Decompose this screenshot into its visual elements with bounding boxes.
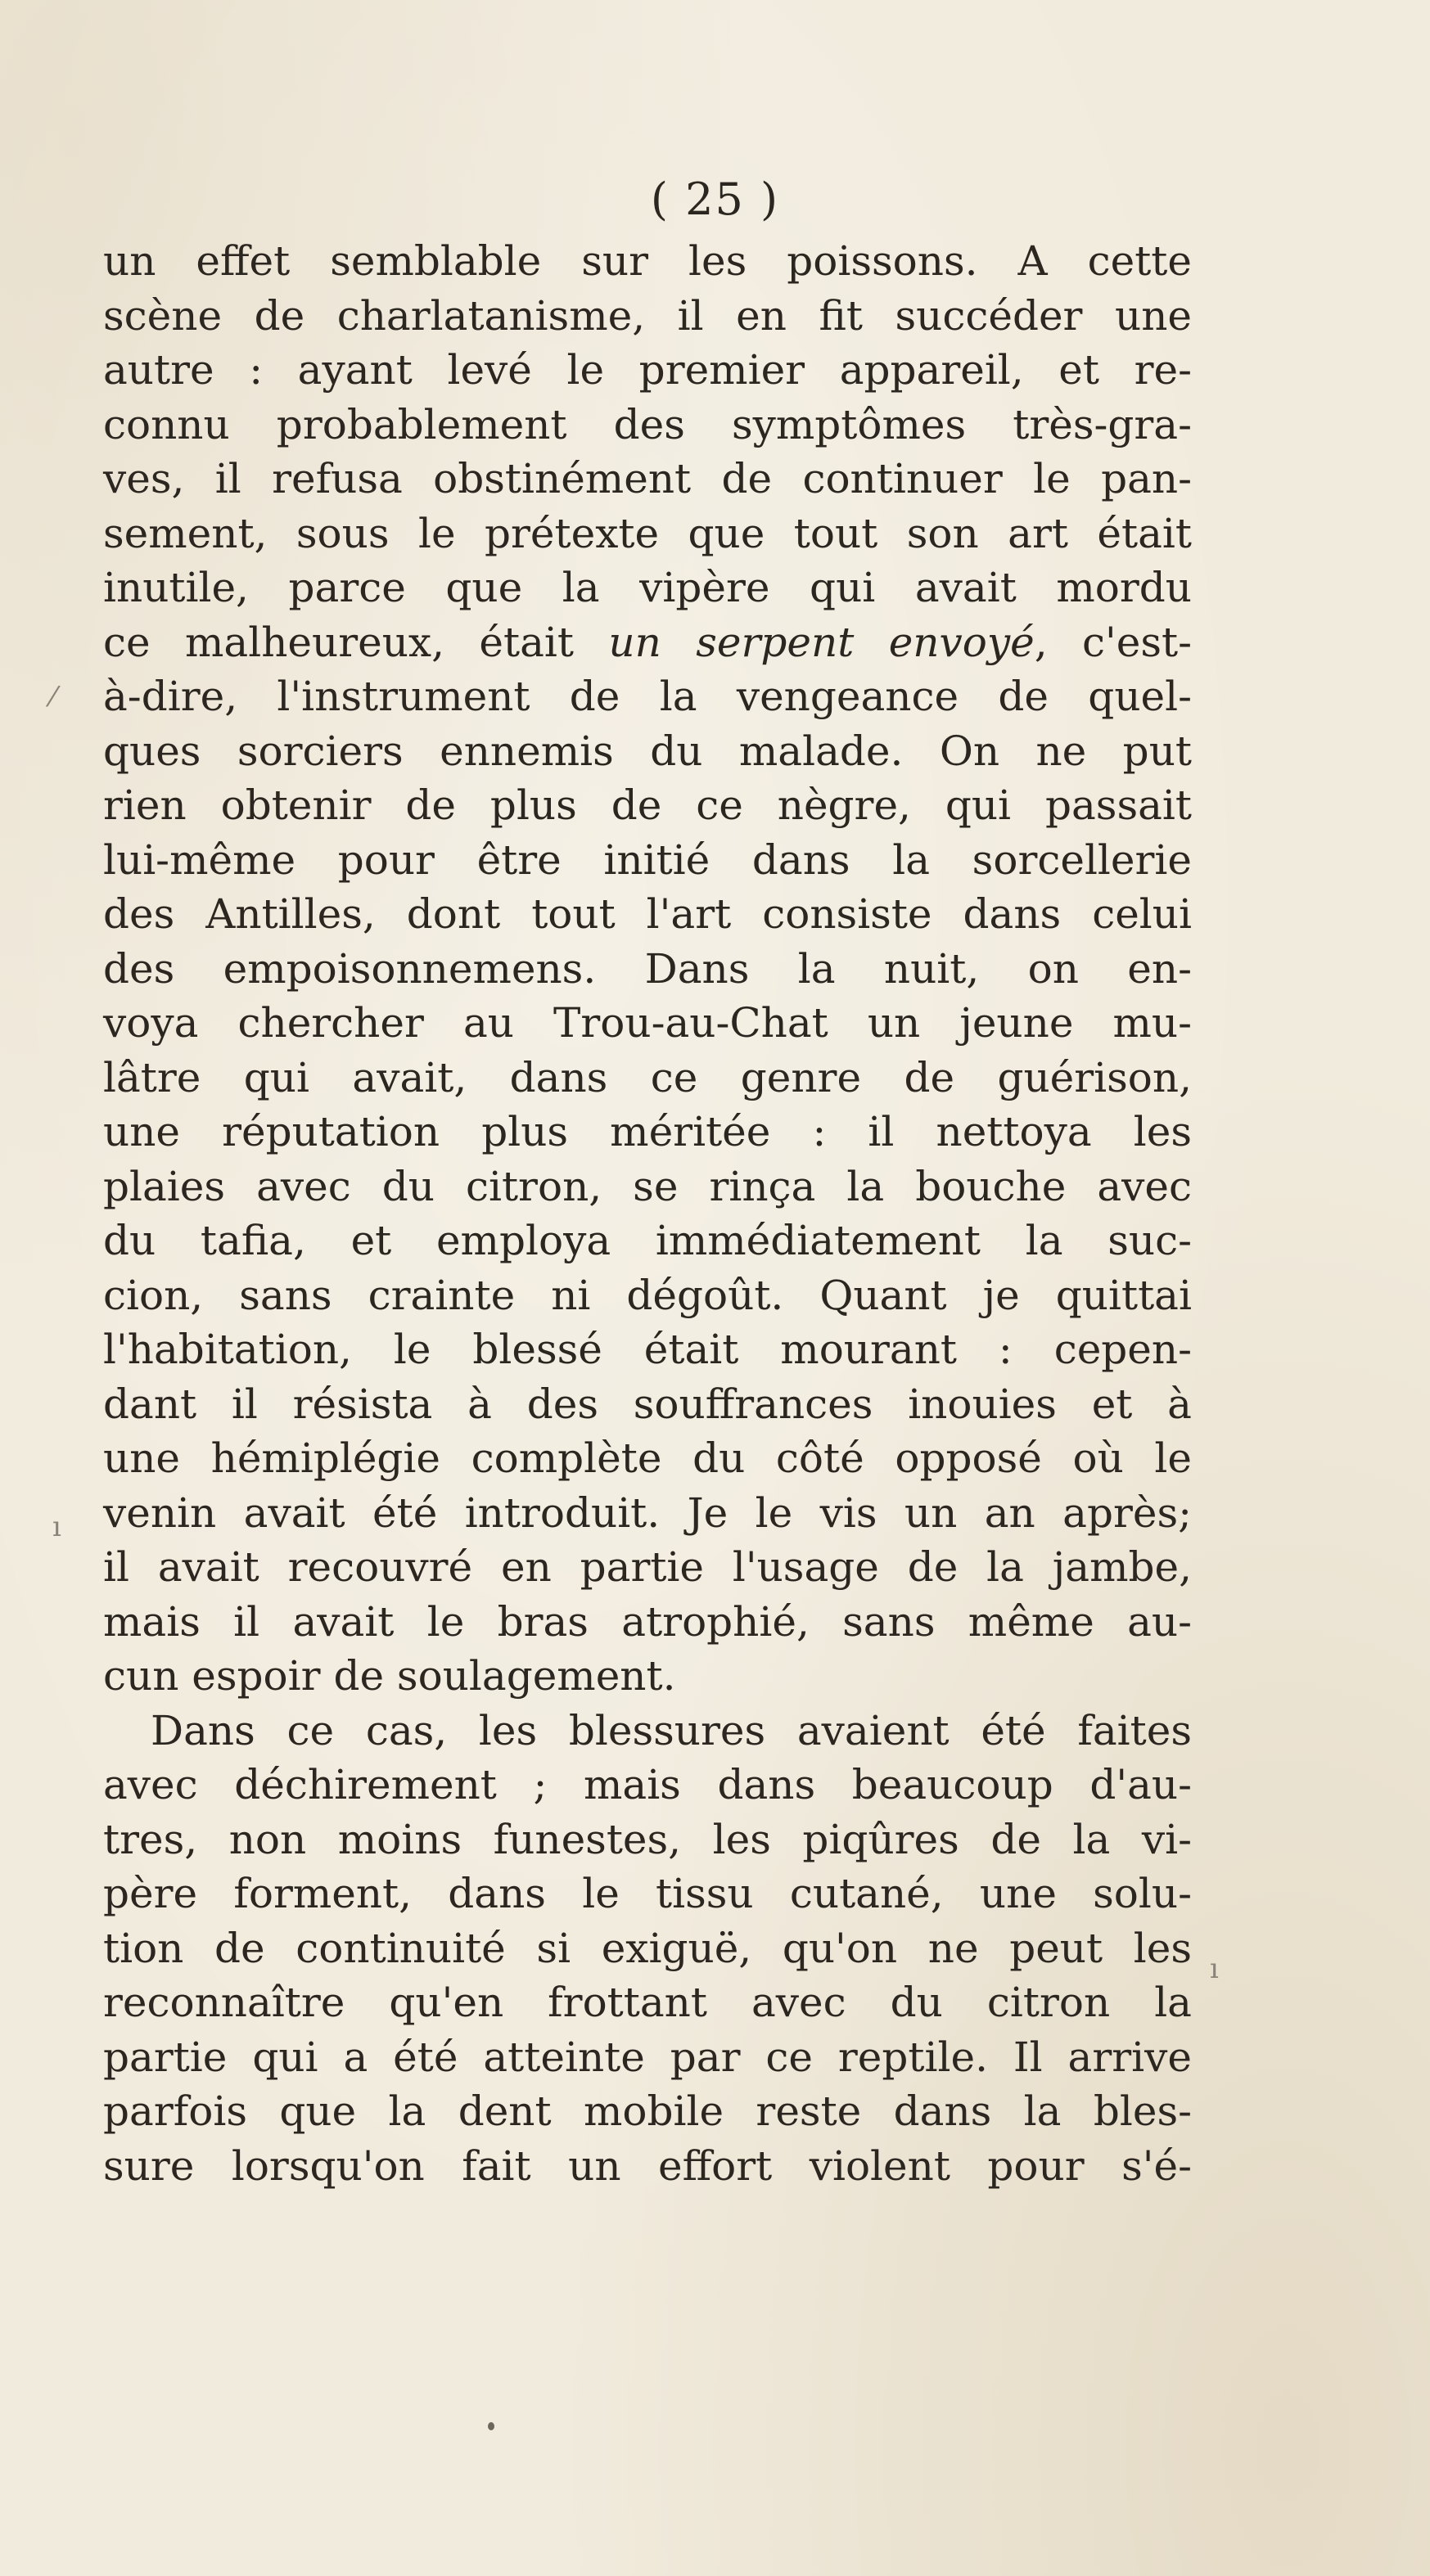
text-line: un effet semblable sur les poissons. A cette [103, 237, 1192, 285]
text-line: Dans ce cas, les blessures avaient été faites [151, 1706, 1192, 1754]
text-line: inutile, parce que la vipère qui avait mordu [103, 564, 1192, 611]
text-line: voya chercher au Trou-au-Chat un jeune mu- [103, 999, 1192, 1047]
text-line: parfois que la dent mobile reste dans la bles- [103, 2087, 1192, 2135]
text-line: lui-même pour être initié dans la sorcellerie [103, 835, 1192, 884]
text-line: scène de charlatanisme, il en fit succéder une [103, 291, 1192, 340]
text-line: tion de continuité si exiguë, qu'on ne peut les [103, 1924, 1192, 1972]
body-text [103, 234, 1192, 2193]
ink-speck [488, 2422, 494, 2430]
text-line: cion, sans crainte ni dégoût. Quant je quittai [103, 1271, 1192, 1319]
text-line: lâtre qui avait, dans ce genre de guérison, [103, 1053, 1192, 1101]
text-line: du tafia, et employa immédiatement la suc- [103, 1217, 1192, 1264]
text-line: dant il résista à des souffrances inouies et à [103, 1380, 1192, 1428]
text-line: sement, sous le prétexte que tout son art était [103, 509, 1192, 557]
text-segment: , c'est- [1034, 618, 1192, 666]
text-line: père forment, dans le tissu cutané, une solu- [103, 1870, 1192, 1917]
text-line: ves, il refusa obstinément de continuer le pan- [103, 455, 1192, 502]
text-line: l'habitation, le blessé était mourant : cepen- [103, 1326, 1192, 1373]
page-number: ( 25 ) [650, 173, 780, 225]
text-line: il avait recouvré en partie l'usage de la jambe, [103, 1543, 1192, 1591]
text-line: connu probablement des symptômes très-gra- [103, 400, 1192, 448]
margin-mark: ı [52, 1511, 61, 1543]
text-line: partie qui a été atteinte par ce reptile. Il arrive [103, 2033, 1192, 2081]
italic-phrase: un serpent envoyé [608, 618, 1035, 666]
text-line: reconnaître qu'en frottant avec du citron la [103, 1979, 1192, 2026]
text-line: cun espoir de soulagement. [103, 1652, 676, 1700]
text-line: venin avait été introduit. Je le vis un an après; [103, 1488, 1192, 1537]
text-line: tres, non moins funestes, les piqûres de la vi- [103, 1815, 1192, 1863]
text-line: ques sorciers ennemis du malade. On ne put [103, 727, 1192, 775]
text-line: plaies avec du citron, se rinça la bouche avec [103, 1162, 1192, 1210]
text-line: rien obtenir de plus de ce nègre, qui passait [103, 781, 1192, 829]
text-line: sure lorsqu'on fait un effort violent pour s'é- [103, 2141, 1192, 2190]
margin-mark: ı [1210, 1952, 1219, 1985]
text-line: une réputation plus méritée : il nettoya les [103, 1108, 1192, 1155]
text-line: autre : ayant levé le premier appareil, et re- [103, 346, 1192, 394]
text-line: une hémiplégie complète du côté opposé où le [103, 1434, 1192, 1482]
text-line: des empoisonnemens. Dans la nuit, on en- [103, 944, 1192, 993]
text-segment: ce malheureux, était [103, 618, 609, 666]
text-line: mais il avait le bras atrophié, sans même au- [103, 1597, 1192, 1646]
text-line: à-dire, l'instrument de la vengeance de quel- [103, 673, 1192, 720]
text-line [103, 615, 1192, 670]
text-line: des Antilles, dont tout l'art consiste dans celui [103, 890, 1192, 938]
margin-mark: ⁄ [51, 681, 56, 714]
text-line: avec déchirement ; mais dans beaucoup d'au- [103, 1761, 1192, 1808]
